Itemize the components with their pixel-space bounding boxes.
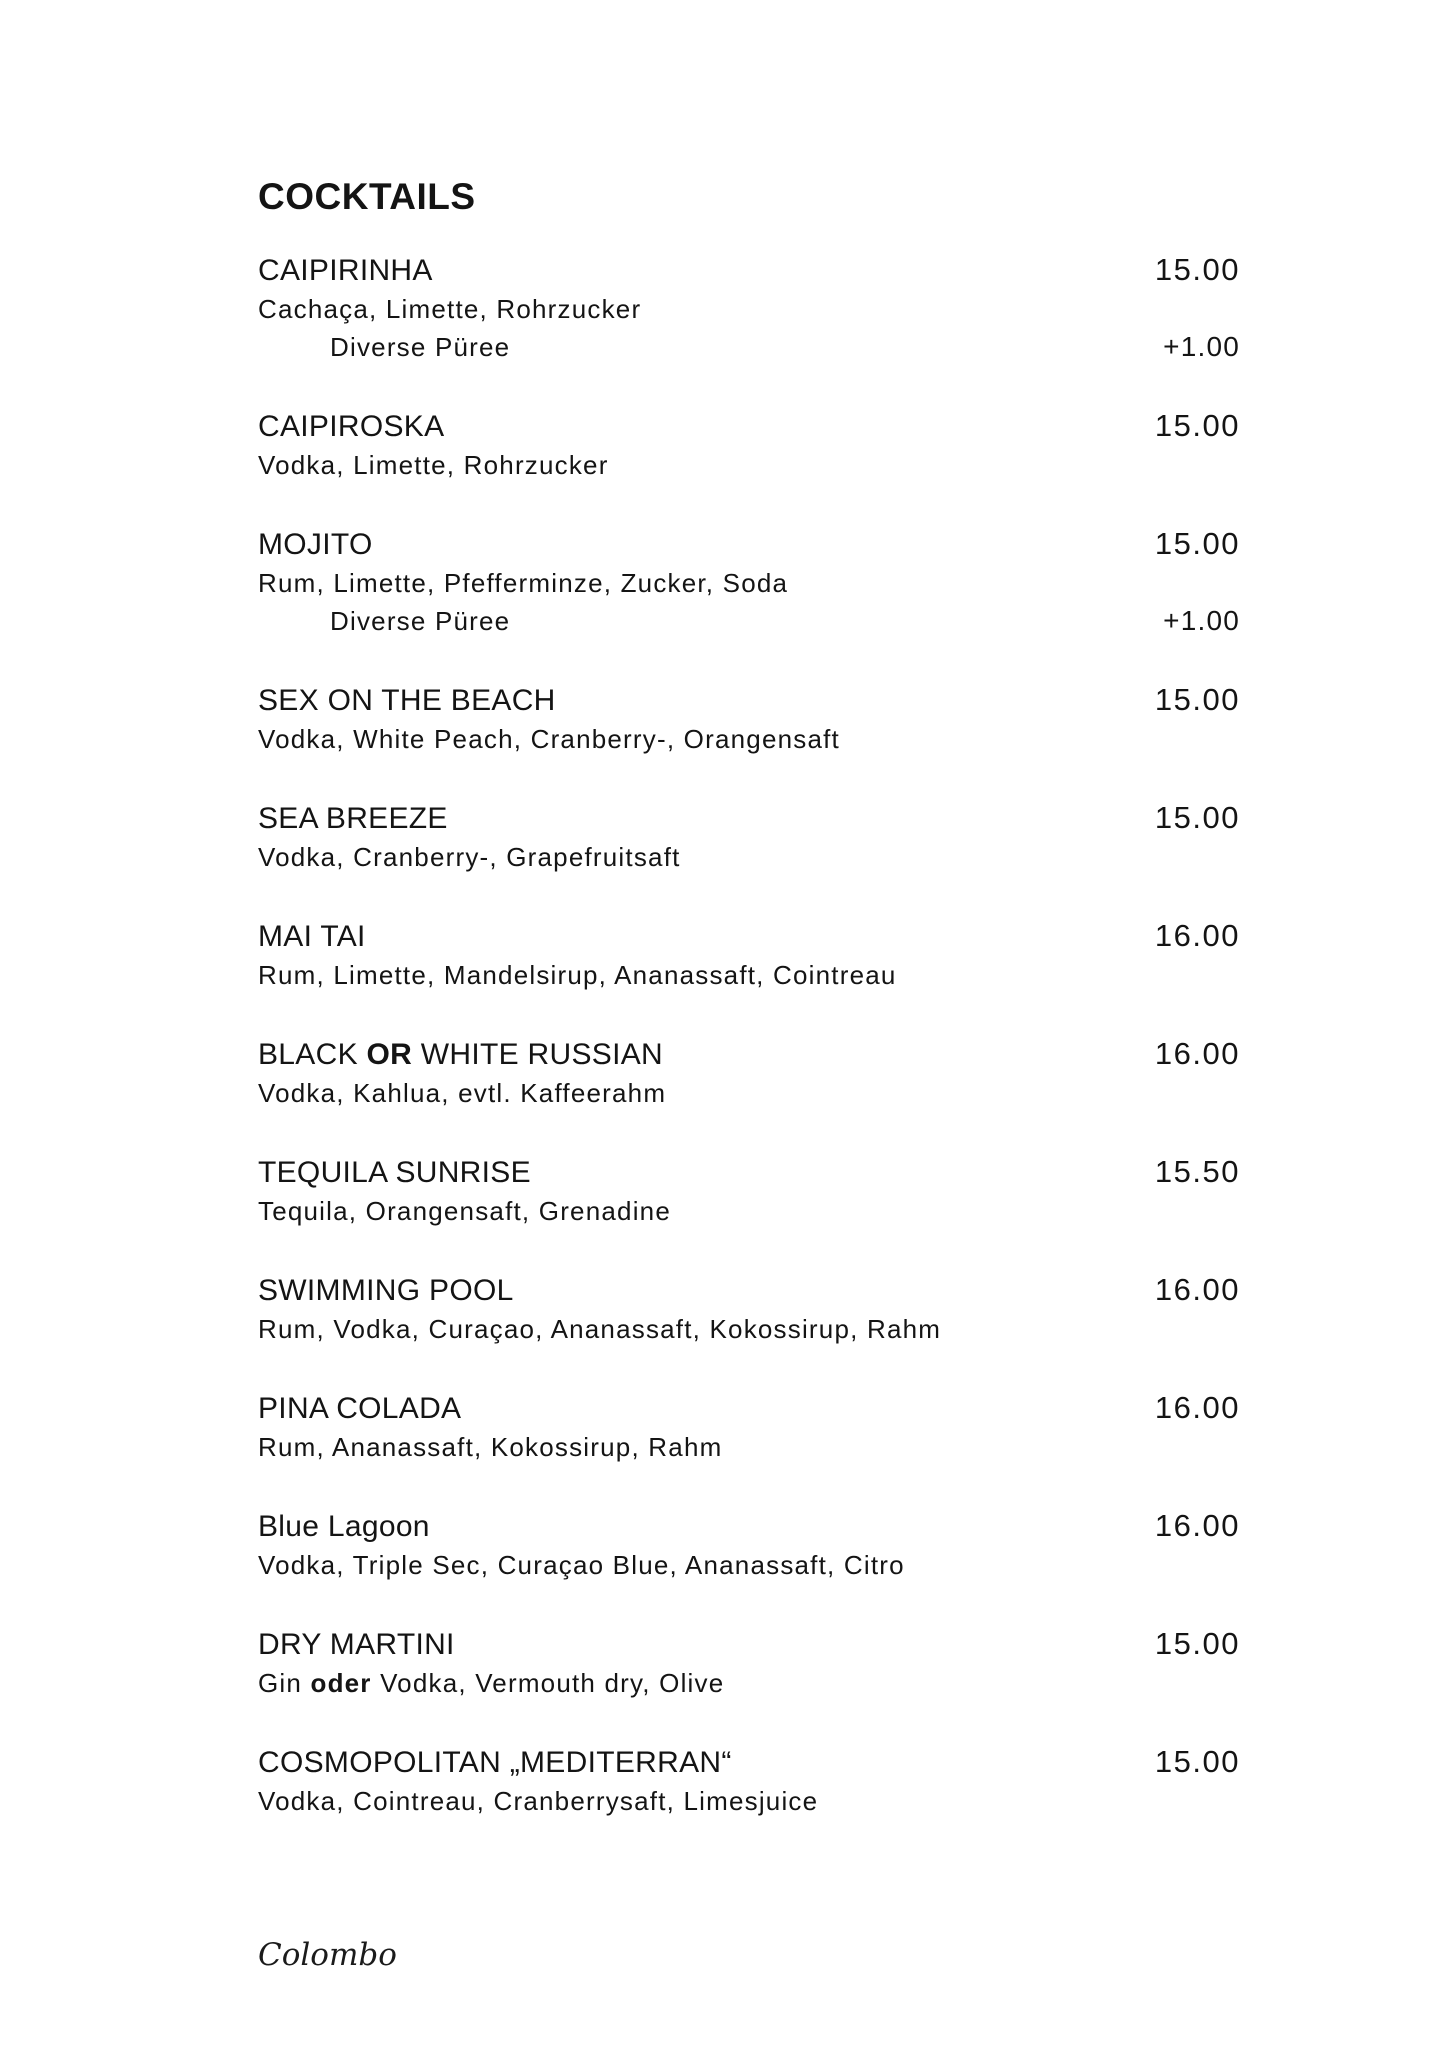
item-price: 15.00 bbox=[1154, 1626, 1240, 1661]
extra-option-price: +1.00 bbox=[1163, 605, 1240, 636]
item-price: 16.00 bbox=[1154, 1508, 1240, 1543]
menu-item bbox=[258, 1034, 1240, 1112]
menu-item-head bbox=[258, 1388, 1240, 1429]
menu-content bbox=[258, 178, 1240, 1860]
item-ingredients: Rum, Vodka, Curaçao, Ananassaft, Kokossirup, Rahm bbox=[258, 1314, 942, 1344]
brand-logo: Colombo bbox=[258, 1937, 397, 1973]
item-ingredients: Rum, Ananassaft, Kokossirup, Rahm bbox=[258, 1432, 723, 1462]
menu-item-head bbox=[258, 1742, 1240, 1783]
menu-item bbox=[258, 1388, 1240, 1466]
menu-item-head bbox=[258, 1506, 1240, 1547]
menu-item bbox=[258, 406, 1240, 484]
extra-option-price: +1.00 bbox=[1163, 331, 1240, 362]
menu-item bbox=[258, 1742, 1240, 1820]
menu-item bbox=[258, 1152, 1240, 1230]
item-name: COSMOPOLITAN „MEDITERRAN“ bbox=[258, 1746, 732, 1779]
item-price: 15.00 bbox=[1154, 682, 1240, 717]
item-price: 15.50 bbox=[1154, 1154, 1240, 1189]
menu-item-head bbox=[258, 1034, 1240, 1075]
menu-item-head bbox=[258, 1270, 1240, 1311]
item-price: 15.00 bbox=[1154, 1744, 1240, 1779]
item-ingredients: Vodka, White Peach, Cranberry-, Orangensaft bbox=[258, 724, 840, 754]
item-name: SEX ON THE BEACH bbox=[258, 684, 556, 717]
item-ingredients: Vodka, Cranberry-, Grapefruitsaft bbox=[258, 842, 681, 872]
item-price: 16.00 bbox=[1154, 1390, 1240, 1425]
item-price: 15.00 bbox=[1154, 800, 1240, 835]
item-name: SEA BREEZE bbox=[258, 802, 448, 835]
item-ingredients: Vodka, Kahlua, evtl. Kaffeerahm bbox=[258, 1078, 667, 1108]
item-price: 16.00 bbox=[1154, 918, 1240, 953]
item-name: Blue Lagoon bbox=[258, 1510, 430, 1543]
menu-item bbox=[258, 524, 1240, 640]
menu-item-head bbox=[258, 406, 1240, 447]
item-name: MAI TAI bbox=[258, 920, 366, 953]
menu-item-head bbox=[258, 916, 1240, 957]
item-name: MOJITO bbox=[258, 528, 373, 561]
menu-item bbox=[258, 798, 1240, 876]
item-name: PINA COLADA bbox=[258, 1392, 462, 1425]
item-price: 16.00 bbox=[1154, 1272, 1240, 1307]
item-name: DRY MARTINI bbox=[258, 1628, 455, 1661]
item-price: 15.00 bbox=[1154, 526, 1240, 561]
menu-item bbox=[258, 1624, 1240, 1702]
menu-item bbox=[258, 916, 1240, 994]
menu-item-head bbox=[258, 1624, 1240, 1665]
item-ingredients: Vodka, Limette, Rohrzucker bbox=[258, 450, 609, 480]
item-extra-option bbox=[258, 328, 1240, 366]
item-price: 15.00 bbox=[1154, 408, 1240, 443]
menu-item-head bbox=[258, 798, 1240, 839]
menu-item-head bbox=[258, 250, 1240, 291]
item-ingredients: Gin oder Vodka, Vermouth dry, Olive bbox=[258, 1668, 725, 1698]
item-name: TEQUILA SUNRISE bbox=[258, 1156, 531, 1189]
item-ingredients: Rum, Limette, Pfefferminze, Zucker, Soda bbox=[258, 568, 789, 598]
page-title: COCKTAILS bbox=[258, 176, 476, 217]
item-ingredients: Rum, Limette, Mandelsirup, Ananassaft, Cointreau bbox=[258, 960, 897, 990]
menu-item-head bbox=[258, 524, 1240, 565]
item-ingredients: Cachaça, Limette, Rohrzucker bbox=[258, 294, 642, 324]
item-name: BLACK OR WHITE RUSSIAN bbox=[258, 1038, 664, 1071]
menu-item bbox=[258, 1506, 1240, 1584]
menu-item bbox=[258, 680, 1240, 758]
item-price: 16.00 bbox=[1154, 1036, 1240, 1071]
extra-option-label: Diverse Püree bbox=[330, 332, 511, 362]
menu-item-head bbox=[258, 1152, 1240, 1193]
menu-item bbox=[258, 250, 1240, 366]
item-price: 15.00 bbox=[1154, 252, 1240, 287]
item-ingredients: Vodka, Triple Sec, Curaçao Blue, Ananassaft, Citro bbox=[258, 1550, 905, 1580]
menu-list bbox=[258, 250, 1240, 1820]
item-name: SWIMMING POOL bbox=[258, 1274, 514, 1307]
extra-option-label: Diverse Püree bbox=[330, 606, 511, 636]
menu-item-head bbox=[258, 680, 1240, 721]
item-ingredients: Vodka, Cointreau, Cranberrysaft, Limesjuice bbox=[258, 1786, 819, 1816]
item-extra-option bbox=[258, 602, 1240, 640]
menu-item bbox=[258, 1270, 1240, 1348]
item-name: CAIPIROSKA bbox=[258, 410, 445, 443]
item-name: CAIPIRINHA bbox=[258, 254, 433, 287]
item-ingredients: Tequila, Orangensaft, Grenadine bbox=[258, 1196, 671, 1226]
